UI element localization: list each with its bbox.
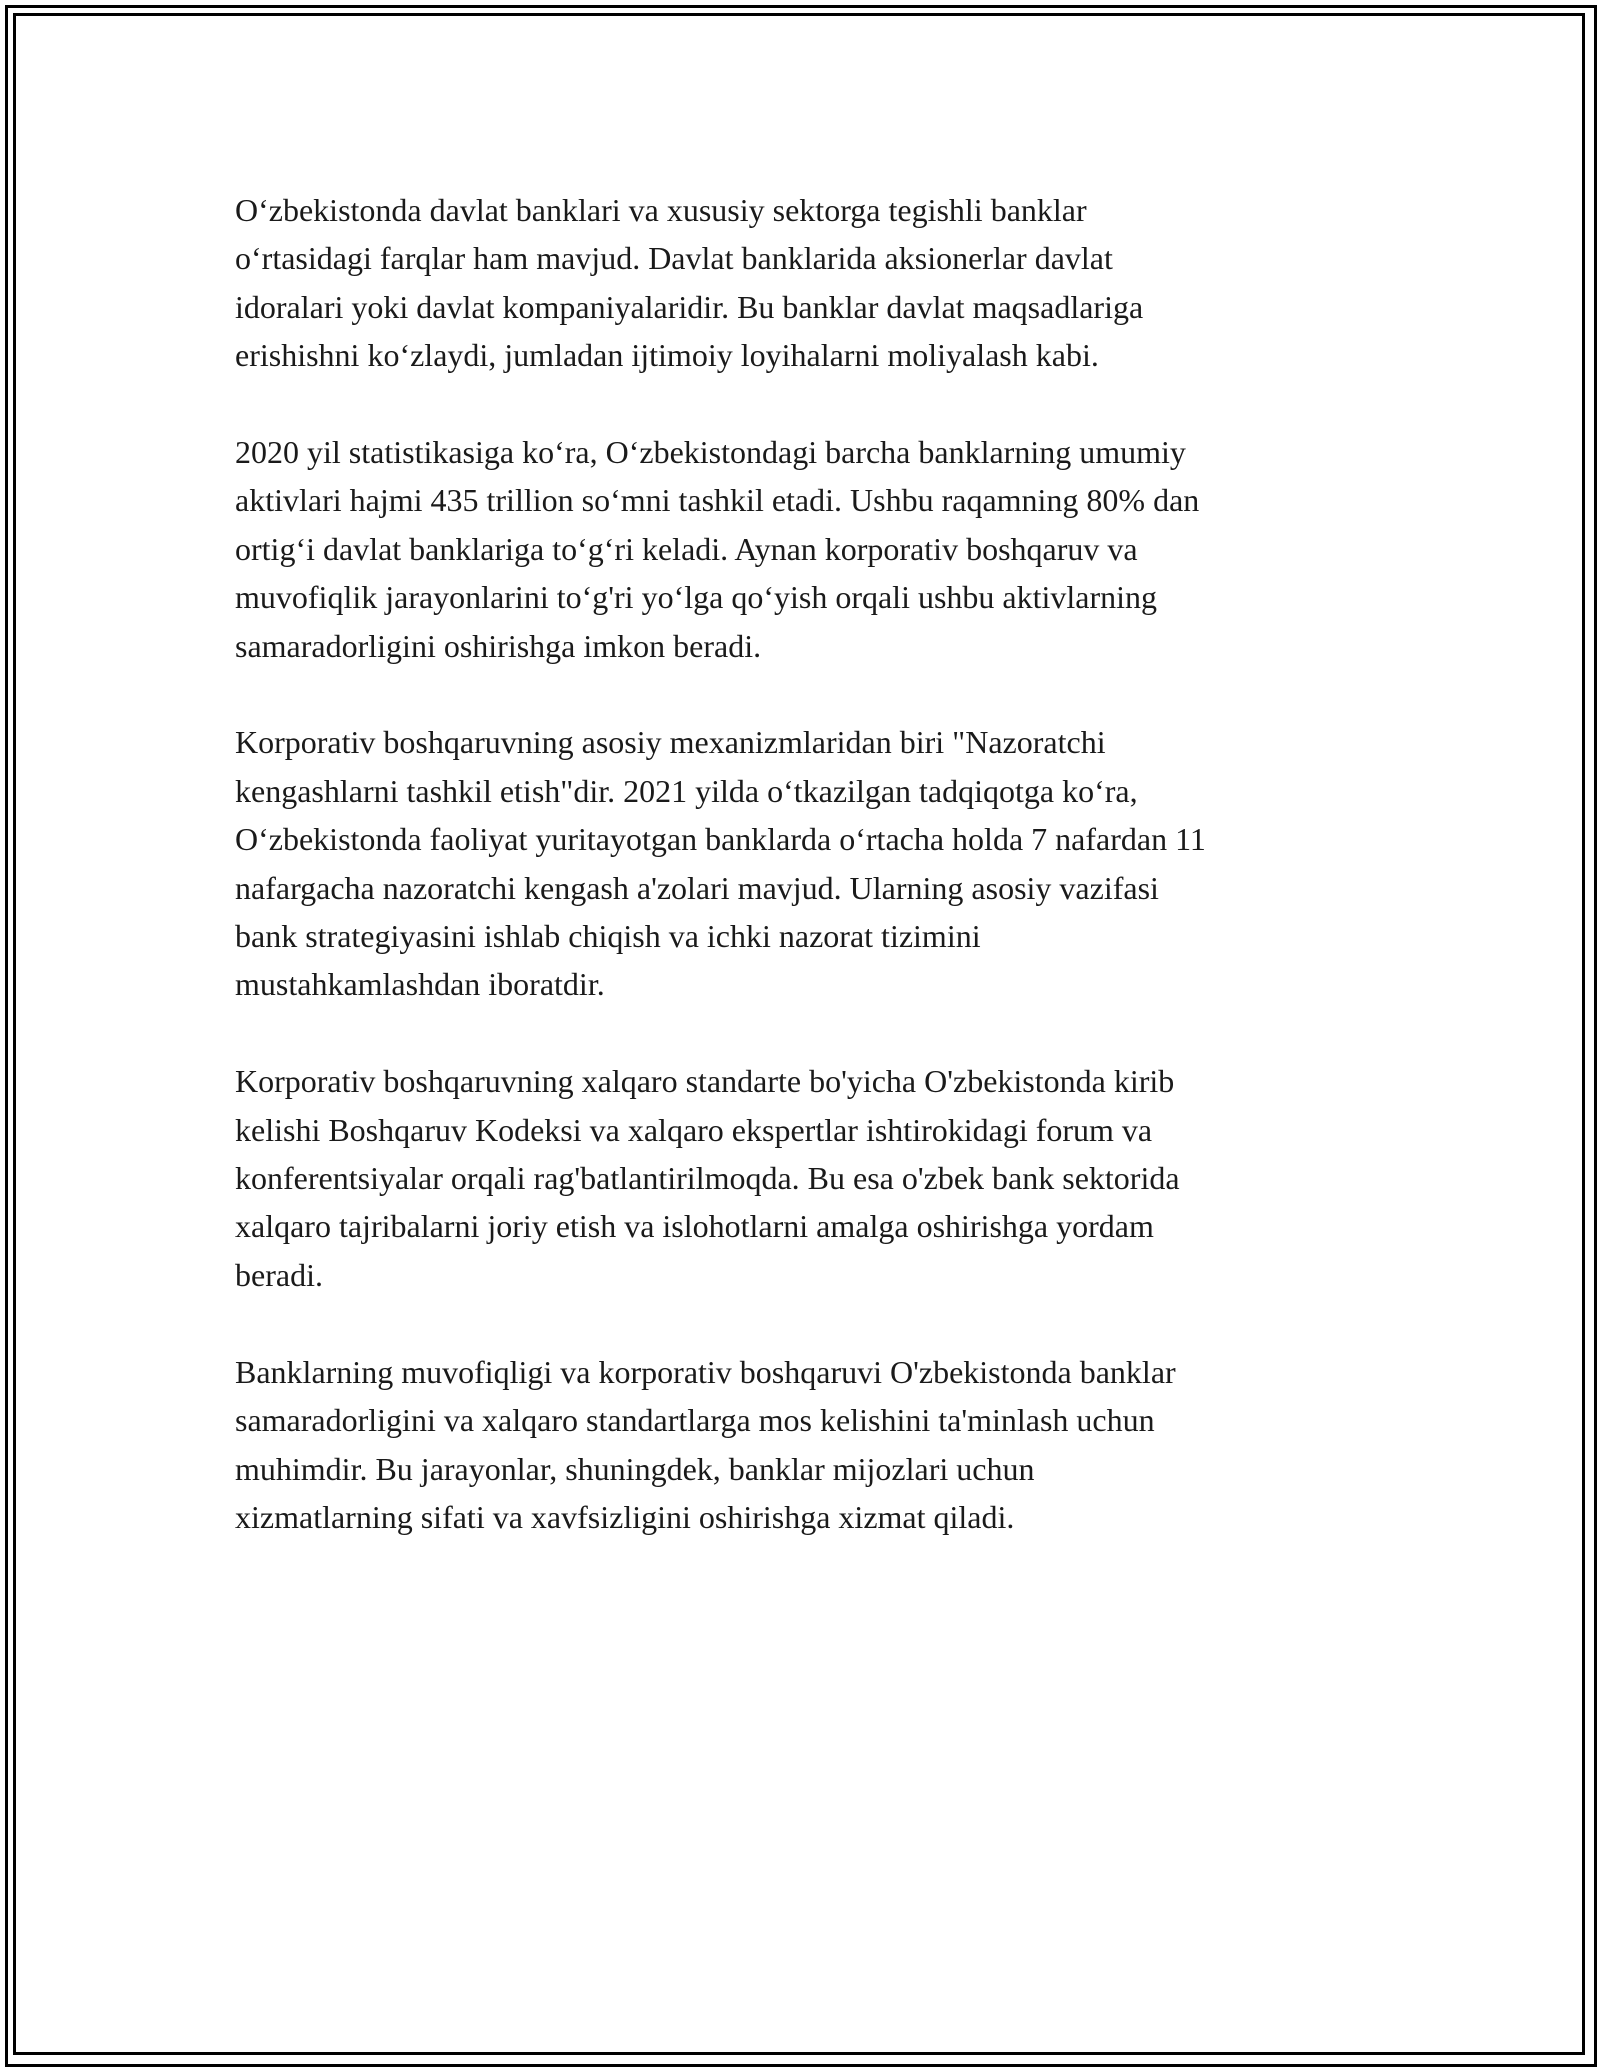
paragraph-2: 2020 yil statistikasiga ko‘ra, O‘zbekistondagi barcha banklarning umumiy aktivlari hajmi 435 trillion so‘mni tashkil etadi. Ushbu raqamning 80% dan ortig‘i davlat banklariga to‘g‘ri keladi. Aynan korporativ boshqaruv va muvofiqlik jarayonlarini to‘g'ri yo‘lga qo‘yish orqali ushbu aktivlarning samaradorligini oshirishga imkon beradi. [235,434,1200,664]
paragraph-5: Banklarning muvofiqligi va korporativ boshqaruvi O'zbekistonda banklar samaradorligini va xalqaro standartlarga mos kelishini ta'minlash uchun muhimdir. Bu jarayonlar, shuningdek, banklar mijozlari uchun xizmatlarning sifati va xavfsizligini oshirishga xizmat qiladi. [235,1353,1176,1535]
paragraph-3: Korporativ boshqaruvning asosiy mexanizmlaridan biri "Nazoratchi kengashlarni tashkil etish"dir. 2021 yilda o‘tkazilgan tadqiqotga ko‘ra, O‘zbekistonda faoliyat yuritayotgan banklarda o‘rtacha holda 7 nafardan 11 nafargacha nazoratchi kengash a'zolari mavjud. Ularning asosiy vazifasi bank strategiyasini ishlab chiqish va ichki nazorat tizimini mustahkamlashdan iboratdir. [235,724,1206,1003]
document-body [235,186,1365,1590]
paragraph-1: O‘zbekistonda davlat banklari va xususiy sektorga tegishli banklar o‘rtasidagi farqlar ham mavjud. Davlat banklarida aksionerlar davlat idoralari yoki davlat kompaniyalaridir. Bu banklar davlat maqsadlariga erishishni ko‘zlaydi, jumladan ijtimoiy loyihalarni moliyalash kabi. [235,192,1144,374]
paragraph-4: Korporativ boshqaruvning xalqaro standarte bo'yicha O'zbekistonda kirib kelishi Boshqaruv Kodeksi va xalqaro ekspertlar ishtirokidagi forum va konferentsiyalar orqali rag'batlantirilmoqda. Bu esa o'zbek bank sektorida xalqaro tajribalarni joriy etish va islohotlarni amalga oshirishga yordam beradi. [235,1063,1180,1293]
